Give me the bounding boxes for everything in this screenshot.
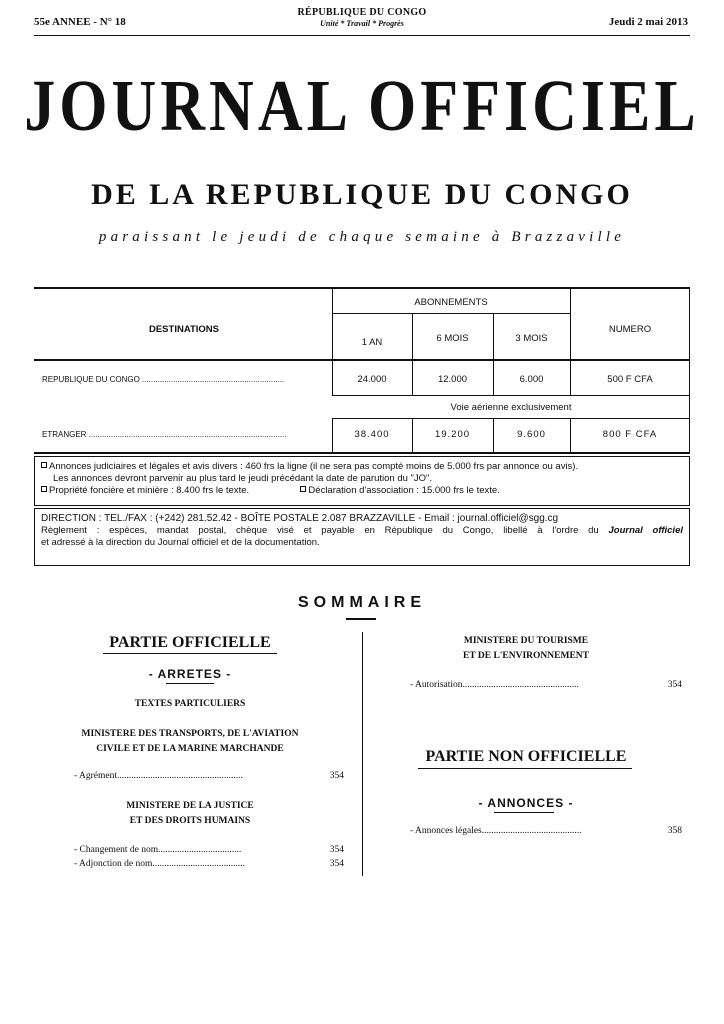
square-bullet-icon	[41, 486, 47, 492]
etranger-numero: 800 F CFA	[602, 429, 658, 440]
toc-page-adjonction-nom: 354	[329, 859, 344, 869]
notice-line-2: Les annonces devront parvenir au plus tard le jeudi précédant la date de parution du "JO".	[53, 473, 433, 484]
etranger-6mois: 19.200	[434, 429, 471, 440]
notice-line-1	[41, 461, 683, 473]
arretes-underline	[166, 683, 214, 684]
subscription-table	[34, 287, 690, 454]
table-row1-rule	[332, 395, 690, 396]
partie-non-officielle-underline	[418, 768, 632, 769]
partie-officielle-underline	[103, 653, 277, 654]
journal-tagline: paraissant le jeudi de chaque semaine à Brazzaville	[98, 229, 626, 245]
ministry-tourisme-line2: ET DE L'ENVIRONNEMENT	[463, 651, 589, 661]
congo-3mois: 6.000	[519, 374, 544, 385]
table-top-rule	[34, 287, 690, 289]
toc-page-agrement: 354	[329, 771, 344, 781]
etranger-1an: 38.400	[354, 429, 390, 440]
table-header-rule	[34, 359, 690, 361]
journal-subtitle: DE LA REPUBLIQUE DU CONGO	[91, 178, 633, 211]
toc-page-autorisation: 354	[667, 680, 682, 690]
destination-etranger: ETRANGER .........................................................................................	[42, 430, 287, 439]
payment-terms: Règlement : espèces, mandat postal, chèque visé et payable en République du Congo, libellé à l'ordre du	[41, 525, 599, 536]
notice-association: Déclaration d'association : 15.000 frs le texte.	[308, 485, 500, 496]
arretes-heading: - ARRETES -	[148, 667, 232, 681]
period-3mois: 3 MOIS	[515, 333, 548, 344]
partie-non-officielle-heading: PARTIE NON OFFICIELLE	[425, 748, 627, 765]
destination-congo: REPUBLIQUE DU CONGO ................................................................	[42, 375, 285, 384]
header-divider	[34, 35, 690, 36]
toc-entry-autorisation[interactable]: - Autorisation.................................................	[410, 680, 579, 690]
national-motto: Unité * Travail * Progrès	[320, 19, 404, 28]
etranger-3mois: 9.600	[517, 429, 546, 440]
congo-6mois: 12.000	[437, 374, 468, 385]
column-divider	[362, 632, 363, 876]
textes-particuliers-heading: TEXTES PARTICULIERS	[134, 699, 246, 709]
table-bottom-rule	[34, 452, 690, 454]
notice-line-1-text: Annonces judiciaires et légales et avis divers : 460 frs la ligne (il ne sera pas compté moins de 5.000 frs par annonce ou avis).	[49, 461, 579, 472]
abonnements-header: ABONNEMENTS	[414, 297, 488, 308]
air-mail-note: Voie aérienne exclusivement	[450, 402, 572, 413]
annonces-underline	[494, 812, 554, 813]
annonces-heading: - ANNONCES -	[478, 796, 574, 810]
ministry-transports-line1: MINISTERE DES TRANSPORTS, DE L'AVIATION	[81, 729, 299, 739]
toc-entry-agrement[interactable]: - Agrément.....................................................	[74, 771, 243, 781]
congo-1an: 24.000	[357, 374, 387, 385]
ministry-justice-line1: MINISTERE DE LA JUSTICE	[126, 801, 254, 811]
contact-line-3: et adressé à la direction du Journal officiel et de la documentation.	[41, 537, 320, 548]
notice-line-3	[41, 485, 683, 497]
partie-officielle-heading: PARTIE OFFICIELLE	[109, 634, 271, 651]
toc-entry-changement-nom[interactable]: - Changement de nom...................................	[74, 845, 242, 855]
contact-line-1: DIRECTION : TEL./FAX : (+242) 281.52.42 - BOÎTE POSTALE 2.087 BRAZZAVILLE - Email : journal.officiel@sgg.cg	[41, 513, 559, 524]
ministry-justice-heading	[40, 799, 340, 829]
sommaire-underline	[346, 618, 376, 620]
toc-page-annonces-legales: 358	[667, 826, 682, 836]
period-6mois: 6 MOIS	[436, 333, 469, 344]
journal-name-emphasis: Journal officiel	[608, 525, 683, 536]
square-bullet-icon	[41, 462, 47, 468]
ministry-transports-heading	[40, 727, 340, 757]
table-air-rule	[332, 418, 690, 419]
contact-box	[34, 508, 690, 566]
table-abonnements-rule	[332, 313, 570, 314]
notice-fonciere: Propriété foncière et minière : 8.400 frs le texte.	[49, 485, 250, 496]
ministry-tourisme-heading	[376, 634, 676, 664]
toc-page-changement-nom: 354	[329, 845, 344, 855]
journal-title: JOURNAL OFFICIEL	[24, 66, 700, 147]
numero-header: NUMERO	[608, 324, 652, 335]
ministry-tourisme-line1: MINISTERE DU TOURISME	[463, 636, 589, 646]
ministry-justice-line2: ET DES DROITS HUMAINS	[129, 816, 251, 826]
sommaire-title: SOMMAIRE	[298, 594, 426, 611]
contact-line-2	[41, 525, 683, 537]
period-1an: 1 AN	[361, 337, 383, 348]
issue-date: Jeudi 2 mai 2013	[608, 16, 688, 28]
destinations-header: DESTINATIONS	[148, 324, 220, 335]
toc-entry-annonces-legales[interactable]: - Annonces légales..........................................	[410, 826, 582, 836]
issue-number: 55e ANNEE - N° 18	[34, 16, 126, 28]
congo-numero: 500 F CFA	[607, 374, 653, 385]
header-center	[262, 7, 462, 28]
ministry-transports-line2: CIVILE ET DE LA MARINE MARCHANDE	[96, 744, 284, 754]
square-bullet-icon	[300, 486, 306, 492]
announcement-rates-box	[34, 456, 690, 506]
country-name: RÉPUBLIQUE DU CONGO	[297, 7, 427, 18]
toc-entry-adjonction-nom[interactable]: - Adjonction de nom.......................................	[74, 859, 245, 869]
